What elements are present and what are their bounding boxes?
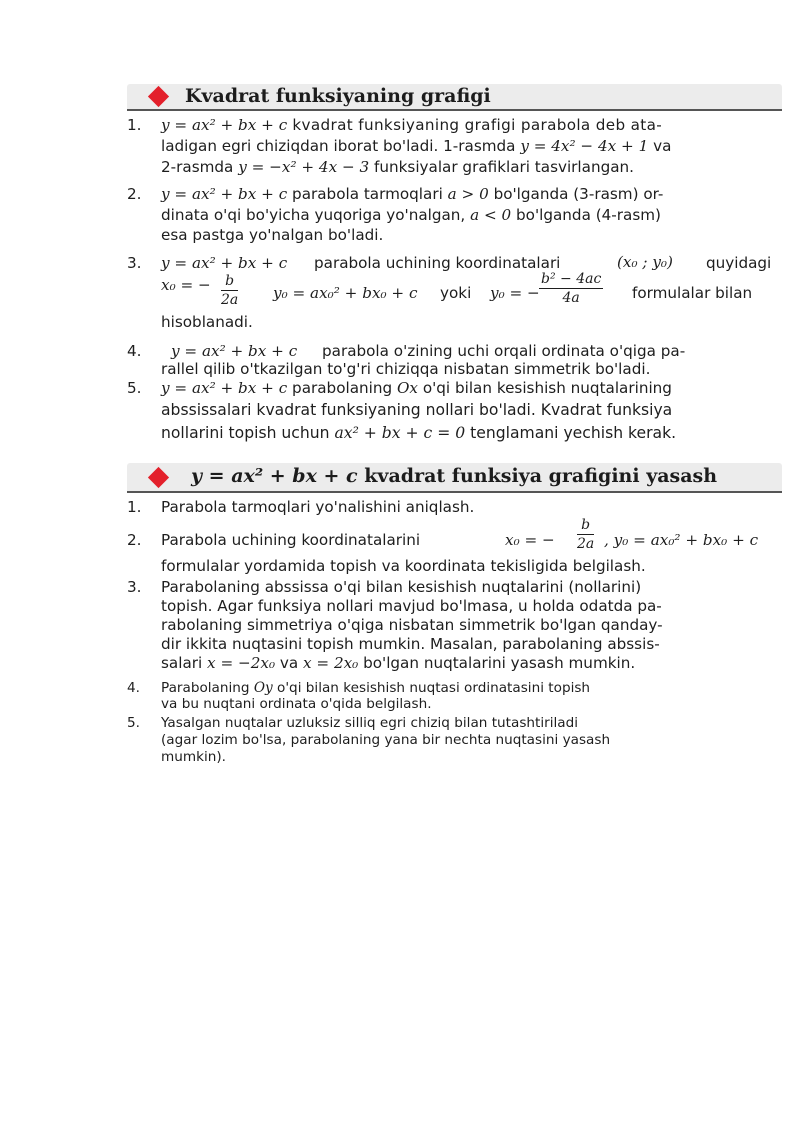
item-number: 5. (127, 379, 142, 397)
item-number: 1. (127, 116, 142, 134)
text: dinata o'qi bo'yicha yuqoriga yo'nalgan, (161, 206, 471, 224)
text: funksiyalar grafiklari tasvirlangan. (369, 158, 634, 176)
formula-x0: x₀ = − (505, 531, 555, 549)
item-4-line-1 (171, 342, 297, 360)
formula: y = ax² + bx + c (161, 379, 288, 397)
section-title-2 (191, 465, 717, 487)
item-number: 2. (127, 531, 142, 549)
fraction-discriminant (539, 272, 603, 305)
item-1-line-1 (161, 116, 784, 134)
red-diamond-icon (148, 86, 169, 107)
item-5-line-2: abssissalari kvadrat funksiyaning nollari bo'ladi. Kvadrat funksiya (161, 401, 673, 419)
s2-item-3-line-1: Parabolaning abssissa o'qi bilan kesishish nuqtalarini (nollarini) (161, 578, 642, 596)
section-header-1 (127, 84, 782, 111)
text: kvadrat funksiyaning grafigi parabola deb ata- (287, 116, 663, 134)
text: nollarini topish uchun (161, 424, 335, 442)
formula-y0: y₀ = ax₀² + bx₀ + c (273, 284, 418, 302)
formula: y = ax² + bx + c (161, 116, 288, 134)
text: quyidagi (706, 254, 772, 272)
s2-item-3-line-5 (161, 654, 635, 672)
item-4-line-1-text: parabola o'zining uchi orqali ordinata o'qiga pa- (322, 342, 686, 360)
formula: x = 2x₀ (303, 654, 359, 672)
formula-y0-alt: y₀ = − (490, 284, 540, 302)
vertex-coordinates: (x₀ ; y₀) (617, 253, 673, 271)
item-1-line-2 (161, 137, 671, 155)
s2-item-4-line-1 (161, 680, 590, 696)
numerator: b (221, 274, 238, 291)
s2-item-1-line-1: Parabola tarmoqlari yo'nalishini aniqlash. (161, 498, 475, 516)
section-title-1: Kvadrat funksiyaning grafigi (185, 85, 491, 107)
item-number: 5. (127, 715, 140, 731)
item-1-line-3 (161, 158, 634, 176)
s2-item-3-line-2: topish. Agar funksiya nollari mavjud bo'lmasa, u holda odatda pa- (161, 597, 662, 615)
s2-item-2-line-1: Parabola uchining koordinatalarini (161, 531, 421, 549)
item-2-line-1 (161, 185, 663, 203)
title-formula: y = ax² + bx + c (191, 465, 358, 487)
text: bo'lganda (4-rasm) (511, 206, 661, 224)
oy-axis: Oy (253, 680, 273, 696)
item-number: 4. (127, 342, 142, 360)
formula-y0: , y₀ = ax₀² + bx₀ + c (604, 531, 759, 549)
ox-axis: Ox (396, 379, 418, 397)
condition: a < 0 (470, 206, 512, 224)
formula: y = ax² + bx + c (171, 342, 298, 360)
denominator: 2a (577, 536, 595, 552)
item-number: 3. (127, 578, 142, 596)
item-5-line-1 (161, 379, 672, 397)
text: tenglamani yechish kerak. (465, 424, 677, 442)
text: o'qi bilan kesishish nuqtasi ordinatasini topish (272, 680, 591, 696)
item-number: 2. (127, 185, 142, 203)
text: parabolaning (287, 379, 397, 397)
item-4-line-2: rallel qilib o'tkazilgan to'g'ri chiziqqa nisbatan simmetrik bo'ladi. (161, 360, 651, 378)
item-number: 3. (127, 254, 142, 272)
item-number: 4. (127, 680, 140, 696)
text: va (275, 654, 303, 672)
text: formulalar bilan (632, 284, 753, 302)
formula: x = −2x₀ (207, 654, 276, 672)
text: 2-rasmda (161, 158, 239, 176)
item-2-line-3 (161, 226, 383, 244)
formula: y = ax² + bx + c (161, 185, 288, 203)
text: bo'lganda (3-rasm) or- (488, 185, 664, 203)
condition: a > 0 (447, 185, 489, 203)
text: esa pastga yo'nalgan bo'ladi. (161, 226, 384, 244)
s2-item-5-line-3: mumkin). (161, 749, 226, 765)
item-3-line-3: hisoblanadi. (161, 313, 253, 331)
item-number: 1. (127, 498, 142, 516)
section-header-2 (127, 463, 782, 493)
text: Parabolaning (161, 680, 254, 696)
text: salari (161, 654, 208, 672)
s2-item-3-line-3: rabolaning simmetriya o'qiga nisbatan simmetrik bo'lgan qanday- (161, 616, 663, 634)
fraction-b-over-2a (577, 518, 594, 551)
text: parabola tarmoqlari (287, 185, 448, 203)
item-3-formula-row (161, 276, 211, 294)
item-3-line-1 (161, 254, 287, 272)
numerator: b² − 4ac (541, 271, 602, 287)
s2-item-5-line-2: (agar lozim bo'lsa, parabolaning yana bir nechta nuqtasini yasash (161, 732, 611, 748)
text-yoki: yoki (440, 284, 472, 302)
text: va (648, 137, 672, 155)
text: o'qi bilan kesishish nuqtalarining (418, 379, 672, 397)
denominator: 4a (562, 290, 580, 306)
formula-x0: x₀ = − (161, 276, 211, 294)
formula: y = 4x² − 4x + 1 (520, 137, 649, 155)
formula: ax² + bx + c = 0 (334, 424, 466, 442)
item-5-line-3 (161, 424, 676, 442)
item-3-line-1-text: parabola uchining koordinatalari (314, 254, 561, 272)
s2-item-4-line-2: va bu nuqtani ordinata o'qida belgilash. (161, 696, 432, 712)
item-2-line-2 (161, 206, 661, 224)
text: bo'lgan nuqtalarini yasash mumkin. (358, 654, 636, 672)
numerator: b (577, 518, 594, 535)
text: ladigan egri chiziqdan iborat bo'ladi. 1-rasmda (161, 137, 521, 155)
s2-item-2-line-2: formulalar yordamida topish va koordinata tekisligida belgilash. (161, 557, 646, 575)
red-diamond-icon (148, 467, 169, 488)
s2-item-5-line-1: Yasalgan nuqtalar uzluksiz silliq egri chiziq bilan tutashtiriladi (161, 715, 578, 731)
formula: y = −x² + 4x − 3 (238, 158, 370, 176)
formula: y = ax² + bx + c (161, 254, 288, 272)
denominator: 2a (221, 292, 239, 308)
s2-item-3-line-4: dir ikkita nuqtasini topish mumkin. Masalan, parabolaning abssis- (161, 635, 660, 653)
title-text: kvadrat funksiya grafigini yasash (364, 465, 718, 487)
fraction-b-over-2a (221, 274, 238, 307)
